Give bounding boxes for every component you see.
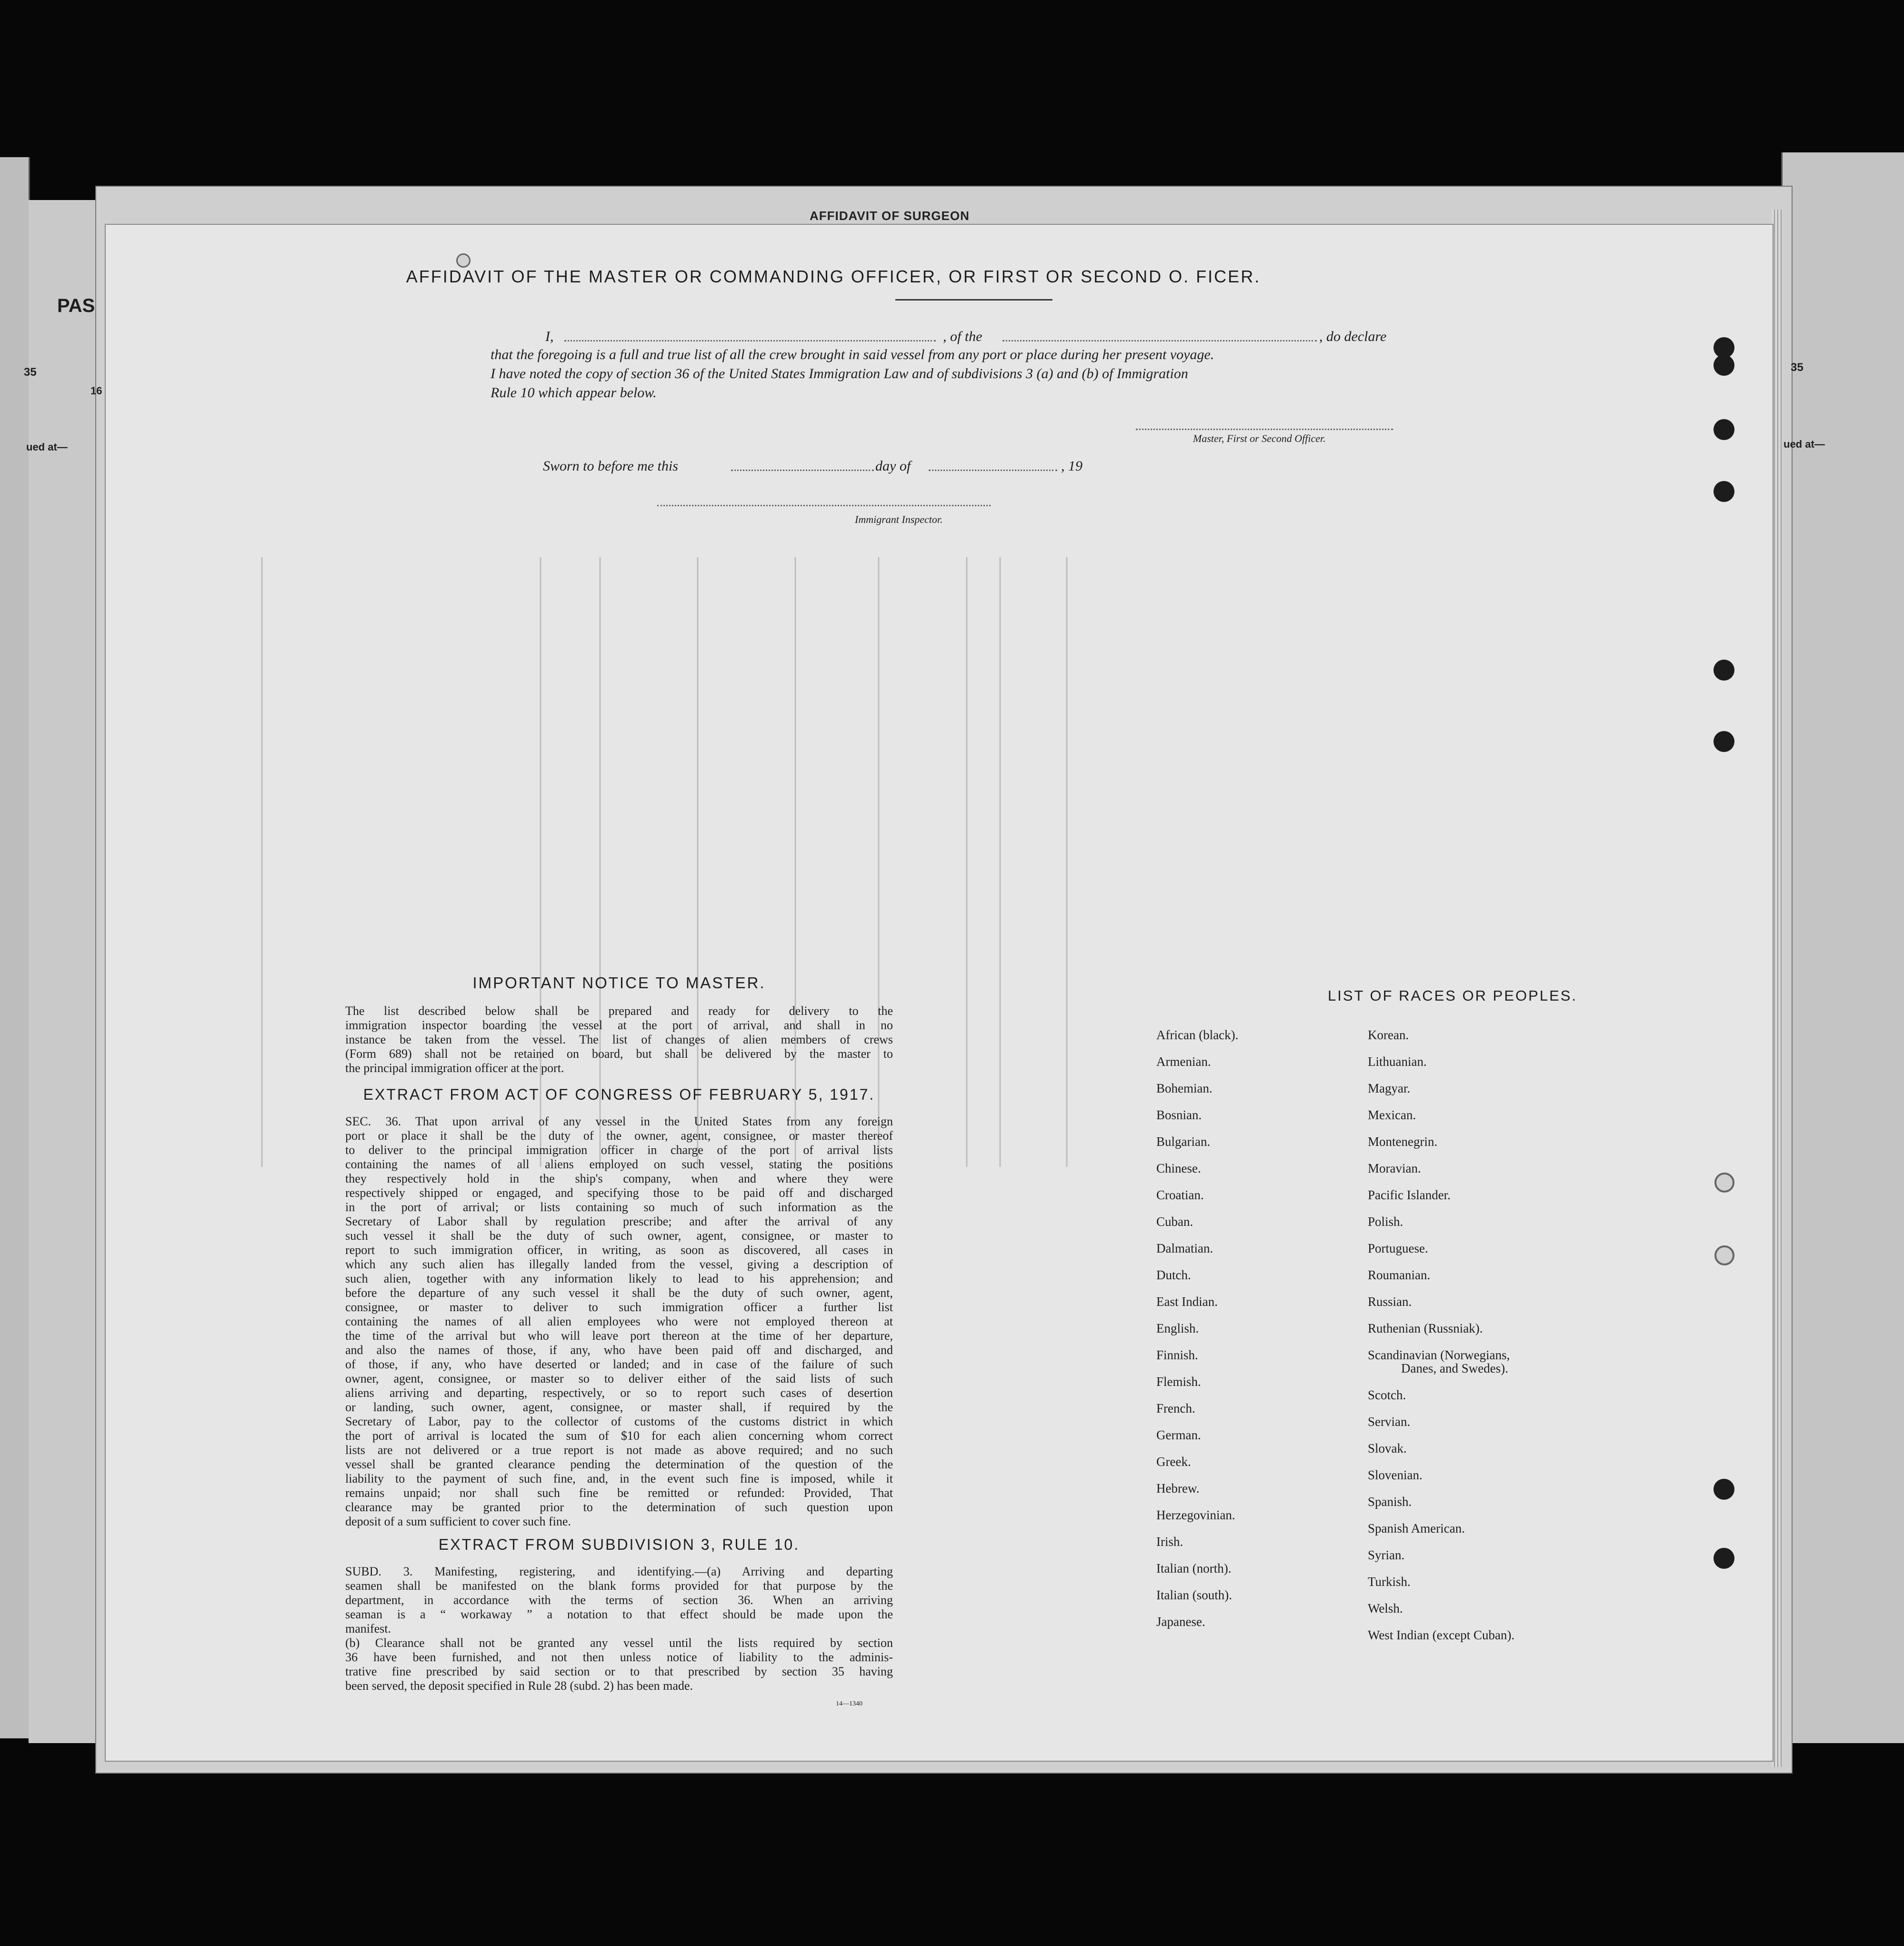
- subdivision-3-line: SUBD. 3. Manifesting, registering, and identifying.—(a) Arriving and departing: [345, 1565, 893, 1578]
- race-item: East Indian.: [1156, 1294, 1218, 1309]
- ghost-lines: [262, 557, 1067, 1167]
- underlying-left-page-2: [29, 200, 100, 1743]
- section-36-line: remains unpaid; nor shall such fine be remitted or refunded: Provided, That: [345, 1486, 893, 1500]
- notice-line: The list described below shall be prepared and ready for delivery to the: [345, 1004, 893, 1018]
- left-fragment-ued: ued at—: [26, 441, 68, 453]
- declaration-line-3: Rule 10 which appear below.: [491, 385, 657, 401]
- subdivision-3-text: [345, 1565, 893, 1693]
- section-36-line: to deliver to the principal immigration officer in charge of the port of arrival lists: [345, 1143, 893, 1157]
- punch-hole: [456, 253, 471, 268]
- year-label: , 19: [1061, 458, 1082, 474]
- race-item: Syrian.: [1368, 1548, 1405, 1562]
- act-title: EXTRACT FROM ACT OF CONGRESS OF FEBRUARY 5, 1917.: [363, 1086, 875, 1103]
- race-item: Danes, and Swedes).: [1401, 1361, 1508, 1375]
- race-item: Scotch.: [1368, 1388, 1406, 1402]
- section-36-line: deposit of a sum sufficient to cover such fine.: [345, 1515, 571, 1528]
- race-item: Slovenian.: [1368, 1468, 1423, 1482]
- race-item: Polish.: [1368, 1214, 1403, 1229]
- sworn-label: Sworn to before me this: [543, 458, 678, 474]
- race-item: Bosnian.: [1156, 1108, 1202, 1122]
- section-36-line: such alien, together with any information likely to lead to his apprehension; and: [345, 1272, 893, 1285]
- race-item: German.: [1156, 1428, 1201, 1442]
- subdivision-3-line: trative fine prescribed by said section or to that prescribed by section 35 having: [345, 1665, 893, 1678]
- race-item: Korean.: [1368, 1028, 1409, 1042]
- race-item: Greek.: [1156, 1454, 1191, 1469]
- race-item: Russian.: [1368, 1294, 1412, 1309]
- section-36-line: in the port of arrival; or lists containing so much of such information as the: [345, 1200, 893, 1214]
- declaration-do-declare-label: , do declare: [1319, 329, 1387, 344]
- master-signature-caption: Master, First or Second Officer.: [1193, 432, 1326, 444]
- section-36-line: port or place it shall be the duty of the owner, agent, consignee, or master thereof: [345, 1129, 893, 1143]
- section-36-line: respectively shipped or engaged, and specifying those to be paid off and discharged: [345, 1186, 893, 1200]
- declaration-line-1: that the foregoing is a full and true list of all the crew brought in said vessel from any port or place during her present voyage.: [491, 347, 1214, 362]
- race-item: French.: [1156, 1401, 1195, 1415]
- section-36-line: report to such immigration officer, in writing, as soon as discovered, all cases in: [345, 1243, 893, 1257]
- section-36-line: containing the names of all alien employees who were not employed thereon at: [345, 1314, 893, 1328]
- race-item: Mexican.: [1368, 1108, 1416, 1122]
- race-item: Spanish American.: [1368, 1521, 1465, 1535]
- master-signature-blank: [1136, 419, 1393, 430]
- underlying-left-page: [0, 157, 30, 1738]
- inspector-signature-blank: [657, 495, 991, 506]
- race-item: Herzegovinian.: [1156, 1508, 1235, 1522]
- race-item: Scandinavian (Norwegians,: [1368, 1348, 1510, 1362]
- race-item: Slovak.: [1368, 1441, 1407, 1455]
- section-36-line: the port of arrival is located the sum of $10 for each alien concerning whom correct: [345, 1429, 893, 1443]
- subdivision-3-line: seaman is a “ workaway ” a notation to that effect should be made upon the: [345, 1607, 893, 1621]
- race-item: Chinese.: [1156, 1161, 1201, 1175]
- name-blank: [564, 331, 936, 341]
- race-item: Croatian.: [1156, 1188, 1204, 1202]
- race-item: Lithuanian.: [1368, 1054, 1427, 1069]
- race-item: African (black).: [1156, 1028, 1239, 1042]
- punch-hole: [1714, 1479, 1734, 1500]
- notice-line: immigration inspector boarding the vessel at the port of arrival, and shall in no: [345, 1018, 893, 1032]
- inspector-caption: Immigrant Inspector.: [855, 513, 943, 525]
- punch-hole: [1714, 1548, 1734, 1569]
- race-item: Dalmatian.: [1156, 1241, 1213, 1255]
- notice-line: instance be taken from the vessel. The list of changes of alien members of crews: [345, 1033, 893, 1046]
- day-blank: [731, 460, 874, 471]
- subdivision-3-line: been served, the deposit specified in Rule 28 (subd. 2) has been made.: [345, 1679, 693, 1693]
- left-fragment-16: 16: [90, 385, 102, 397]
- race-item: Spanish.: [1368, 1495, 1412, 1509]
- title-rule: [895, 299, 1052, 301]
- section-36-line: containing the names of all aliens employed on such vessel, stating the positions: [345, 1157, 893, 1171]
- punch-hole: [1714, 355, 1734, 376]
- race-item: Bulgarian.: [1156, 1134, 1211, 1149]
- right-fragment-ued: ued at—: [1784, 438, 1825, 450]
- left-fragment-pas: PAS: [57, 295, 95, 316]
- race-item: Servian.: [1368, 1414, 1411, 1429]
- form-number: 14—1340: [836, 1700, 862, 1707]
- declaration-i-label: I,: [545, 329, 554, 344]
- race-item: Cuban.: [1156, 1214, 1193, 1229]
- race-item: Roumanian.: [1368, 1268, 1431, 1282]
- race-item: Flemish.: [1156, 1374, 1201, 1389]
- race-item: Armenian.: [1156, 1054, 1211, 1069]
- notice-line: the principal immigration officer at the port.: [345, 1061, 564, 1075]
- section-36-line: or landing, such owner, agent, consignee, or master shall, if required by the: [345, 1400, 893, 1414]
- race-item: Welsh.: [1368, 1601, 1403, 1615]
- section-36-text: [345, 1114, 893, 1529]
- race-item: Italian (north).: [1156, 1561, 1232, 1575]
- notice-line: (Form 689) shall not be retained on board, but shall be delivered by the master to: [345, 1047, 893, 1061]
- declaration-line-2: I have noted the copy of section 36 of the United States Immigration Law and of subdivisions 3 (a) and (b) of Immigration: [491, 366, 1188, 381]
- race-item: Pacific Islander.: [1368, 1188, 1451, 1202]
- notice-title-text: IMPORTANT NOTICE TO MASTER.: [472, 974, 766, 992]
- punch-hole: [1714, 1173, 1734, 1193]
- declaration-of-the-label: , of the: [943, 329, 982, 344]
- rule-title: EXTRACT FROM SUBDIVISION 3, RULE 10.: [438, 1536, 800, 1553]
- section-36-line: SEC. 36. That upon arrival of any vessel in the United States from any foreign: [345, 1114, 893, 1128]
- section-36-line: before the departure of any such vessel it shall be the duty of such owner, agent,: [345, 1286, 893, 1300]
- section-36-line: Secretary of Labor, pay to the collector of customs of the customs district in which: [345, 1414, 893, 1428]
- month-blank: [929, 460, 1057, 471]
- race-item: Ruthenian (Russniak).: [1368, 1321, 1483, 1335]
- section-36-line: lists are not delivered or a true report is not made as above required; and no such: [345, 1443, 893, 1457]
- race-item: Irish.: [1156, 1535, 1183, 1549]
- section-36-line: of those, if any, who have deserted or landed; and in case of the failure of such: [345, 1357, 893, 1371]
- vessel-blank: [1002, 331, 1317, 341]
- races-title: LIST OF RACES OR PEOPLES.: [1327, 987, 1578, 1004]
- race-item: Finnish.: [1156, 1348, 1198, 1362]
- race-item: Portuguese.: [1368, 1241, 1428, 1255]
- race-item: Dutch.: [1156, 1268, 1191, 1282]
- race-item: Italian (south).: [1156, 1588, 1232, 1602]
- section-36-line: which any such alien has illegally landed from the vessel, giving a description of: [345, 1257, 893, 1271]
- race-item: Hebrew.: [1156, 1481, 1200, 1495]
- section-36-line: owner, agent, consignee, or master so to deliver either of the said lists of such: [345, 1372, 893, 1385]
- section-36-line: liability to the payment of such fine, and, in the event such fine is imposed, while it: [345, 1472, 893, 1485]
- subdivision-3-line: department, in accordance with the terms of section 36. When an arriving: [345, 1593, 893, 1607]
- race-item: West Indian (except Cuban).: [1368, 1628, 1515, 1642]
- race-item: Magyar.: [1368, 1081, 1411, 1095]
- race-item: Montenegrin.: [1368, 1134, 1438, 1149]
- section-36-line: clearance may be granted prior to the determination of such question upon: [345, 1500, 893, 1514]
- section-36-line: consignee, or master to deliver to such immigration officer a further list: [345, 1300, 893, 1314]
- notice-paragraph: [345, 1004, 893, 1075]
- race-item: Turkish.: [1368, 1575, 1411, 1589]
- section-36-line: such vessel it shall be the duty of such owner, agent, consignee, or master to: [345, 1229, 893, 1243]
- underlying-right-page: [1781, 152, 1904, 1743]
- surgeon-affidavit-label: AFFIDAVIT OF SURGEON: [810, 209, 970, 223]
- punch-hole: [1714, 660, 1734, 681]
- punch-hole: [1714, 731, 1734, 752]
- left-fragment-35: 35: [24, 366, 37, 379]
- right-fragment-35: 35: [1791, 361, 1804, 374]
- section-36-line: Secretary of Labor shall by regulation prescribe; and after the arrival of any: [345, 1214, 893, 1228]
- section-36-line: vessel shall be granted clearance pending the determination of the question of the: [345, 1457, 893, 1471]
- day-of-label: day of: [875, 458, 911, 474]
- punch-hole: [1714, 481, 1734, 502]
- subdivision-3-line: manifest.: [345, 1622, 391, 1635]
- race-item: English.: [1156, 1321, 1199, 1335]
- section-36-line: aliens arriving and departing, respectively, or so to report such cases of desertion: [345, 1386, 893, 1400]
- subdivision-3-line: 36 have been furnished, and not then unless notice of liability to the adminis-: [345, 1650, 893, 1664]
- punch-hole: [1714, 1245, 1734, 1265]
- section-36-line: they respectively hold in the ship's company, when and where they were: [345, 1172, 893, 1185]
- section-36-line: and also the names of those, if any, who have been paid off and discharged, and: [345, 1343, 893, 1357]
- section-36-line: the time of the arrival but who will leave port thereon at the time of her departure,: [345, 1329, 893, 1343]
- subdivision-3-line: (b) Clearance shall not be granted any vessel until the lists required by section: [345, 1636, 893, 1650]
- punch-hole: [1714, 419, 1734, 440]
- notice-title: [333, 974, 905, 992]
- race-item: Moravian.: [1368, 1161, 1421, 1175]
- race-item: Bohemian.: [1156, 1081, 1213, 1095]
- affidavit-title: AFFIDAVIT OF THE MASTER OR COMMANDING OFFICER, OR FIRST OR SECOND O. FICER.: [406, 267, 1261, 286]
- race-item: Japanese.: [1156, 1615, 1205, 1629]
- subdivision-3-line: seamen shall be manifested on the blank forms provided for that purpose by the: [345, 1579, 893, 1593]
